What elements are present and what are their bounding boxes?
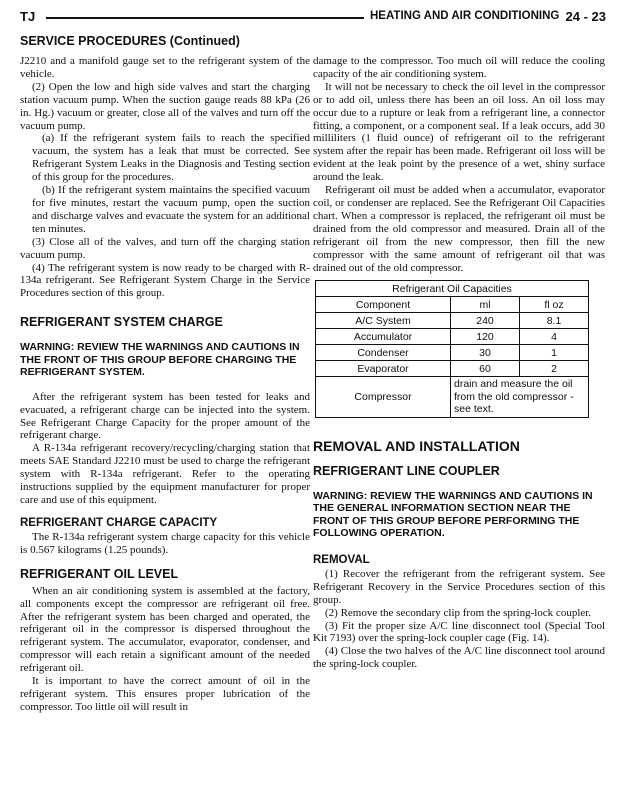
removal-step-3: (3) Fit the proper size A/C line disconnect tool (Special Tool Kit 7193) over the spring-lock coupler cage (Fig. 14). (313, 619, 605, 645)
paragraph: It will not be necessary to check the oil level in the compressor or to add oil, unless there has been an oil loss. An oil loss may occur due to a rupture or leak from a refrigerant line, a connector fitting, a component, or a component seal. If a leak occurs, add 30 milliliters (1 fluid ounce) of refrigerant oil to the refrigerant system after the repair has been made. Refrigerant oil loss will be evident at the leak point by the presence of a wet, shiny surface around the leak. (313, 80, 605, 184)
paragraph: It is important to have the correct amount of oil in the refrigerant system. This ensures proper lubrication of the compressor. Too little oil will result in (20, 675, 310, 713)
paragraph: When an air conditioning system is assembled at the factory, all components except the compressor are refrigerant oil free. After the refrigerant system has been charged and operated, the refrigerant oil in the compressor is dispersed throughout the refrigerant system. The accumulator, evaporator, condenser, and compressor will each retain a significant amount of the needed refrigerant oil. (20, 584, 310, 675)
table-cell: 8.1 (520, 313, 589, 329)
table-header-row (316, 297, 589, 313)
heading-removal: REMOVAL (313, 553, 370, 566)
table-cell: A/C System (316, 313, 451, 329)
table-cell: Evaporator (316, 361, 451, 377)
paragraph: J2210 and a manifold gauge set to the refrigerant system of the vehicle. (20, 55, 310, 80)
header-rule (46, 17, 364, 19)
table-cell: 2 (520, 361, 589, 377)
paragraph: Refrigerant oil must be added when a accumulator, evaporator coil, or condenser are replaced. See the Refrigerant Oil Capacities chart. When a compressor is replaced, the refrigerant oil must be drained from the old compressor and measured. Drain all of the refrigerant oil from the new compressor, then fill the new compressor with the same amount of refrigerant oil that was drained out of the old compressor. (313, 184, 605, 274)
table-row (316, 361, 589, 377)
heading-charge-capacity: REFRIGERANT CHARGE CAPACITY (20, 516, 218, 529)
step-4: (4) The refrigerant system is now ready to be charged with R-134a refrigerant. See Refrigerant System Charge in the Service Procedures section of this group. (20, 261, 310, 300)
table-cell: 120 (451, 329, 520, 345)
removal-step-1: (1) Recover the refrigerant from the refrigerant system. See Refrigerant Recovery in the Service Procedures section of this group. (313, 567, 605, 606)
heading-refrigerant-line-coupler: REFRIGERANT LINE COUPLER (313, 463, 500, 478)
paragraph: A R-134a refrigerant recovery/recycling/charging station that meets SAE Standard J2210 must be used to charge the refrigerant system with R-134a refrigerant. Refer to the operating instructions supplied by the equipment manufacturer for proper care and use of this equipment. (20, 442, 310, 506)
table-cell: Condenser (316, 345, 451, 361)
page-header (20, 9, 606, 27)
paragraph: After the refrigerant system has been tested for leaks and evacuated, a refrigerant charge can be injected into the system. See Refrigerant Charge Capacity for the proper amount of the refrigerant charge. (20, 390, 310, 442)
header-left-code: TJ (20, 9, 36, 24)
column-header: Component (316, 297, 451, 313)
heading-refrigerant-system-charge: REFRIGERANT SYSTEM CHARGE (20, 315, 223, 330)
heading-oil-level: REFRIGERANT OIL LEVEL (20, 566, 179, 581)
table-row (316, 345, 589, 361)
heading-removal-and-installation: REMOVAL AND INSTALLATION (313, 437, 520, 454)
page-title: SERVICE PROCEDURES (Continued) (20, 34, 240, 48)
table-row (316, 329, 589, 345)
step-2b: (b) If the refrigerant system maintains the specified vacuum for five minutes, restart the vacuum pump, open the suction and discharge valves and evacuate the system for an additional ten minutes. (32, 184, 310, 235)
table-cell: 240 (451, 313, 520, 329)
table-cell: 60 (451, 361, 520, 377)
table-cell: 4 (520, 329, 589, 345)
table-cell: Compressor (316, 377, 451, 418)
warning-charge: WARNING: REVIEW THE WARNINGS AND CAUTIONS IN THE FRONT OF THIS GROUP BEFORE CHARGING THE REFRIGERANT SYSTEM. (20, 341, 300, 379)
oil-capacities-table (315, 280, 589, 418)
paragraph: damage to the compressor. Too much oil will reduce the cooling capacity of the air conditioning system. (313, 55, 605, 80)
table-caption: Refrigerant Oil Capacities (316, 281, 589, 297)
table-row (316, 377, 589, 418)
table-cell: 1 (520, 345, 589, 361)
right-column (313, 55, 605, 671)
removal-step-4: (4) Close the two halves of the A/C line disconnect tool around the spring-lock coupler. (313, 645, 605, 671)
header-section-title: HEATING AND AIR CONDITIONING (370, 10, 560, 22)
page-number: 24 - 23 (565, 9, 606, 24)
table-cell-note: drain and measure the oil from the old compressor - see text. (451, 377, 589, 418)
removal-step-2: (2) Remove the secondary clip from the spring-lock coupler. (325, 606, 592, 619)
table-row (316, 313, 589, 329)
step-3: (3) Close all of the valves, and turn off the charging station vacuum pump. (20, 235, 310, 261)
column-header: ml (451, 297, 520, 313)
left-column (20, 55, 310, 714)
paragraph: The R-134a refrigerant system charge capacity for this vehicle is 0.567 kilograms (1.25 pounds). (20, 530, 310, 556)
warning-coupler: WARNING: REVIEW THE WARNINGS AND CAUTIONS IN THE GENERAL INFORMATION SECTION NEAR THE FRONT OF THIS GROUP BEFORE PERFORMING THE FOLLOWING OPERATION. (313, 489, 593, 540)
step-2: (2) Open the low and high side valves and start the charging station vacuum pump. When the suction gauge reads 88 kPa (26 in. Hg.) vacuum or greater, close all of the valves and turn off the vacuum pump. (20, 80, 310, 132)
table-cell: Accumulator (316, 329, 451, 345)
column-header: fl oz (520, 297, 589, 313)
step-2a: (a) If the refrigerant system fails to reach the specified vacuum, the system has a leak that must be corrected. See Refrigerant System Leaks in the Diagnosis and Testing section of this group for the procedures. (32, 132, 310, 184)
table-cell: 30 (451, 345, 520, 361)
